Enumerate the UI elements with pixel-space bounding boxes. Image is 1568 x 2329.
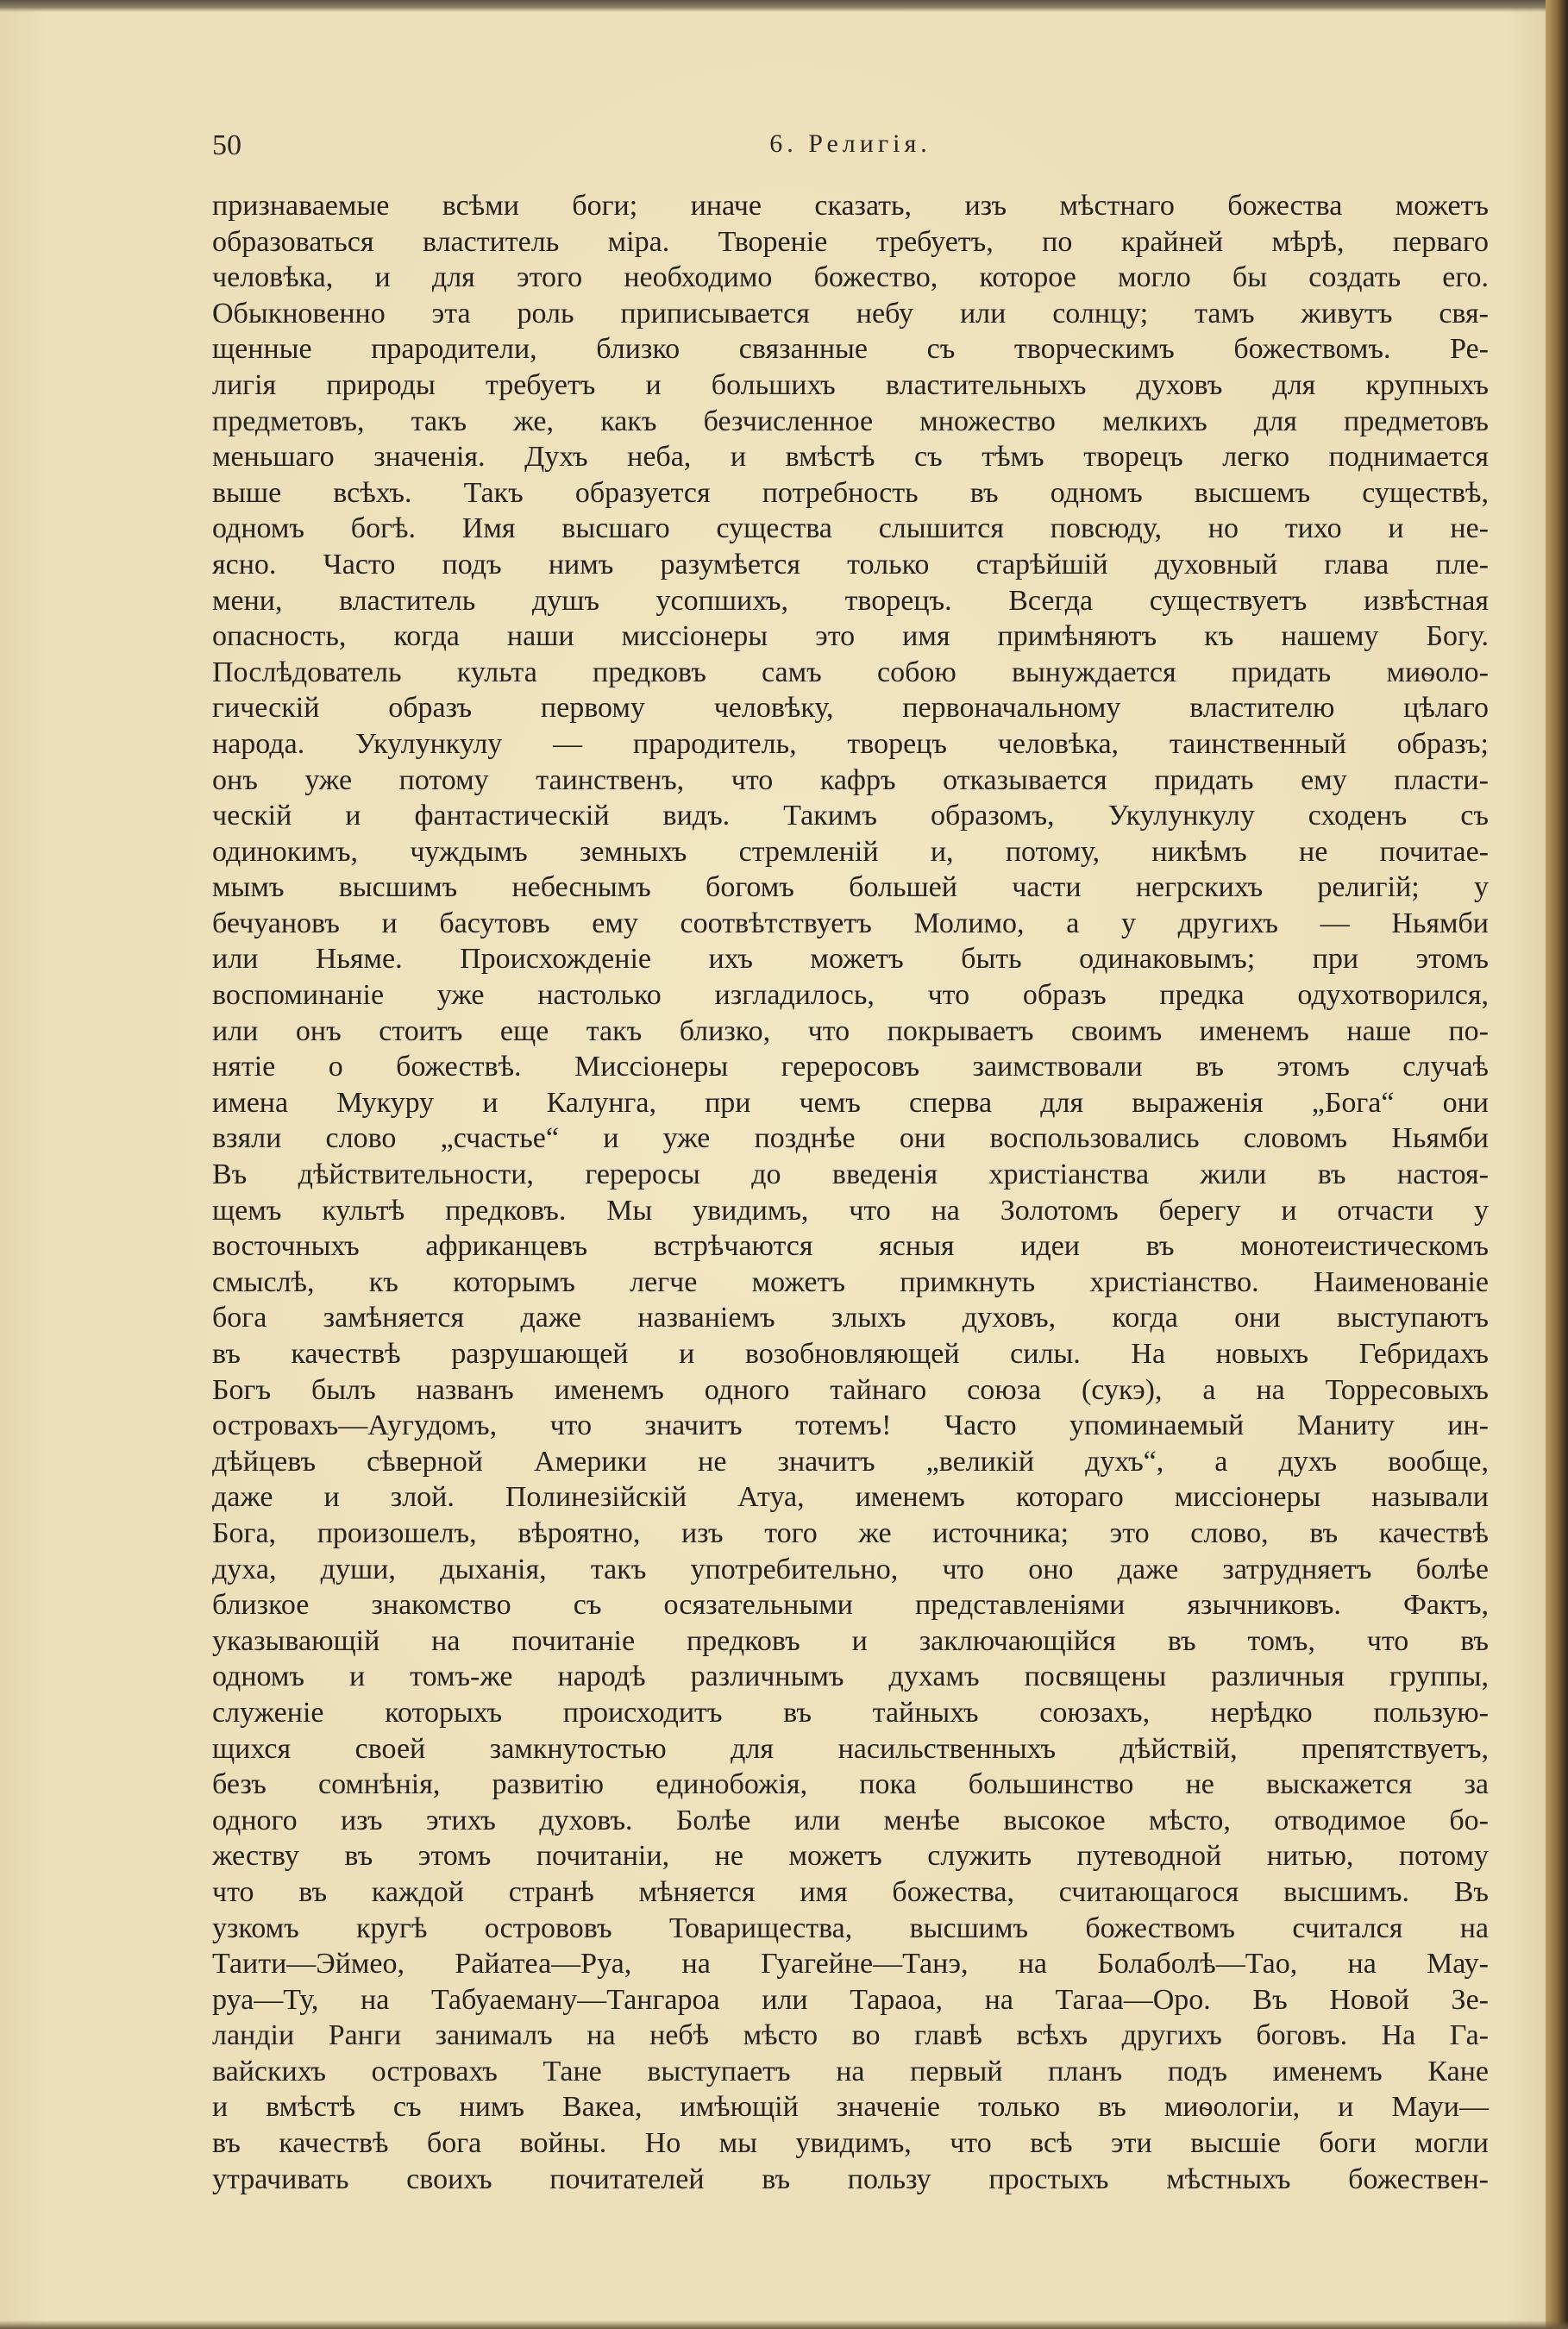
text-line: указывающій на почитаніе предковъ и заключающійся въ томъ, что въ (212, 1624, 1489, 1657)
text-line: одинокимъ, чуждымъ земныхъ стремленій и, потому, никѣмъ не почитае- (212, 835, 1489, 868)
text-line: въ качествѣ бога войны. Но мы увидимъ, что всѣ эти высшіе боги могли (212, 2127, 1489, 2160)
text-line: руа—Ту, на Табуаеману—Тангароа или Тараоа, на Тагаа—Оро. Въ Новой Зе- (212, 1983, 1489, 2016)
scan-right-edge (1546, 0, 1568, 2329)
text-line: дѣйцевъ сѣверной Америки не значитъ „великій духъ“, а духъ вообще, (212, 1445, 1489, 1478)
text-line: даже и злой. Полинезійскій Атуа, именемъ котораго миссіонеры называли (212, 1481, 1489, 1514)
text-line: восточныхъ африканцевъ встрѣчаются ясныя идеи въ монотеистическомъ (212, 1230, 1489, 1263)
text-line: одномъ и томъ-же народѣ различнымъ духамъ посвящены различныя группы, (212, 1660, 1489, 1693)
text-line: ландіи Ранги занималъ на небѣ мѣсто во главѣ всѣхъ другихъ боговъ. На Га- (212, 2019, 1489, 2052)
text-line: нятіе о божествѣ. Миссіонеры гереросовъ заимствовали въ этомъ случаѣ (212, 1051, 1489, 1083)
text-line: имена Мукуру и Калунга, при чемъ сперва для выраженія „Бога“ они (212, 1086, 1489, 1119)
text-line: одномъ богѣ. Имя высшаго существа слышится повсюду, но тихо и не- (212, 512, 1489, 545)
text-line: и вмѣстѣ съ нимъ Вакеа, имѣющій значеніе только въ миѳологіи, и Мауи— (212, 2091, 1489, 2124)
page-number: 50 (212, 129, 241, 161)
text-line: ясно. Часто подъ нимъ разумѣется только старѣйшій духовный глава пле- (212, 548, 1489, 581)
text-line: островахъ—Аугудомъ, что значитъ тотемъ! Часто упоминаемый Маниту ин- (212, 1409, 1489, 1442)
text-line: выше всѣхъ. Такъ образуется потребность въ одномъ высшемъ существѣ, (212, 476, 1489, 509)
text-line: ческій и фантастическій видъ. Такимъ образомъ, Укулункулу сходенъ съ (212, 800, 1489, 832)
text-line: или Ньяме. Происхожденіе ихъ можетъ быть одинаковымъ; при этомъ (212, 943, 1489, 976)
text-line: опасность, когда наши миссіонеры это имя примѣняютъ къ нашему Богу. (212, 620, 1489, 653)
text-line: вайскихъ островахъ Тане выступаетъ на первый планъ подъ именемъ Кане (212, 2055, 1489, 2087)
text-line: что въ каждой странѣ мѣняется имя божества, считающагося высшимъ. Въ (212, 1875, 1489, 1908)
text-line: смыслѣ, къ которымъ легче можетъ примкнуть христіанство. Наименованіе (212, 1265, 1489, 1298)
text-line: узкомъ кругѣ острововъ Товарищества, высшимъ божествомъ считался на (212, 1912, 1489, 1944)
text-line: взяли слово „счастье“ и уже позднѣе они воспользовались словомъ Ньямби (212, 1122, 1489, 1155)
text-line: меньшаго значенія. Духъ неба, и вмѣстѣ съ тѣмъ творецъ легко поднимается (212, 441, 1489, 474)
text-line: духа, души, дыханія, такъ употребительно, что оно даже затрудняетъ болѣе (212, 1553, 1489, 1585)
text-line: утрачивать своихъ почитателей въ пользу простыхъ мѣстныхъ божествен- (212, 2163, 1489, 2195)
text-line: или онъ стоитъ еще такъ близко, что покрываетъ своимъ именемъ наше по- (212, 1014, 1489, 1047)
running-head: 6. Религія. (769, 129, 931, 158)
text-line: народа. Укулункулу — прародитель, творецъ человѣка, таинственный образъ; (212, 727, 1489, 760)
text-line: предметовъ, такъ же, какъ безчисленное множество мелкихъ для предметовъ (212, 405, 1489, 437)
text-line: Богъ былъ названъ именемъ одного тайнаго союза (сукэ), а на Торресовыхъ (212, 1373, 1489, 1406)
text-line: онъ уже потому таинственъ, что кафръ отказывается придать ему пласти- (212, 763, 1489, 796)
page-header (212, 129, 1489, 173)
text-line: щемъ культѣ предковъ. Мы увидимъ, что на Золотомъ берегу и отчасти у (212, 1194, 1489, 1227)
text-line: Послѣдователь культа предковъ самъ собою вынуждается придать миѳоло- (212, 656, 1489, 688)
text-line: въ качествѣ разрушающей и возобновляющей силы. На новыхъ Гебридахъ (212, 1338, 1489, 1370)
text-line: бога замѣняется даже названіемъ злыхъ духовъ, когда они выступаютъ (212, 1302, 1489, 1334)
text-line: признаваемые всѣми боги; иначе сказать, изъ мѣстнаго божества можетъ (212, 190, 1489, 222)
text-line: безъ сомнѣнія, развитію единобожія, пока большинство не выскажется за (212, 1768, 1489, 1801)
text-line: жеству въ этомъ почитаніи, не можетъ служить путеводной нитью, потому (212, 1840, 1489, 1873)
scan-top-edge (0, 0, 1568, 12)
text-line: мени, властитель душъ усопшихъ, творецъ. Всегда существуетъ извѣстная (212, 584, 1489, 617)
text-line: воспоминаніе уже настолько изгладилось, что образъ предка одухотворился, (212, 979, 1489, 1012)
text-line: лигія природы требуетъ и большихъ властительныхъ духовъ для крупныхъ (212, 368, 1489, 401)
text-line: бечуановъ и басутовъ ему соотвѣтствуетъ Молимо, а у другихъ — Ньямби (212, 907, 1489, 939)
text-line: одного изъ этихъ духовъ. Болѣе или менѣе высокое мѣсто, отводимое бо- (212, 1804, 1489, 1836)
text-line: Бога, произошелъ, вѣроятно, изъ того же источника; это слово, въ качествѣ (212, 1516, 1489, 1549)
text-line: служеніе которыхъ происходитъ въ тайныхъ союзахъ, нерѣдко пользую- (212, 1696, 1489, 1729)
body-text (212, 188, 1489, 2197)
text-line: Таити—Эймео, Райатеа—Руа, на Гуагейне—Танэ, на Болаболѣ—Тао, на Мау- (212, 1948, 1489, 1981)
text-line: Въ дѣйствительности, гереросы до введенія христіанства жили въ настоя- (212, 1158, 1489, 1191)
text-line: щихся своей замкнутостью для насильственныхъ дѣйствій, препятствуетъ, (212, 1732, 1489, 1765)
text-line: щенные прародители, близко связанные съ творческимъ божествомъ. Ре- (212, 333, 1489, 366)
text-line: человѣка, и для этого необходимо божество, которое могло бы создать его. (212, 261, 1489, 294)
text-line: гическій образъ первому человѣку, первоначальному властителю цѣлаго (212, 692, 1489, 725)
text-line: образоваться властитель міра. Твореніе требуетъ, по крайней мѣрѣ, перваго (212, 225, 1489, 258)
text-line: близкое знакомство съ осязательными представленіями язычниковъ. Фактъ, (212, 1589, 1489, 1622)
scan-bottom-edge (0, 2320, 1568, 2329)
text-line: мымъ высшимъ небеснымъ богомъ большей части негрскихъ религій; у (212, 871, 1489, 904)
text-line: Обыкновенно эта роль приписывается небу или солнцу; тамъ живутъ свя- (212, 297, 1489, 330)
